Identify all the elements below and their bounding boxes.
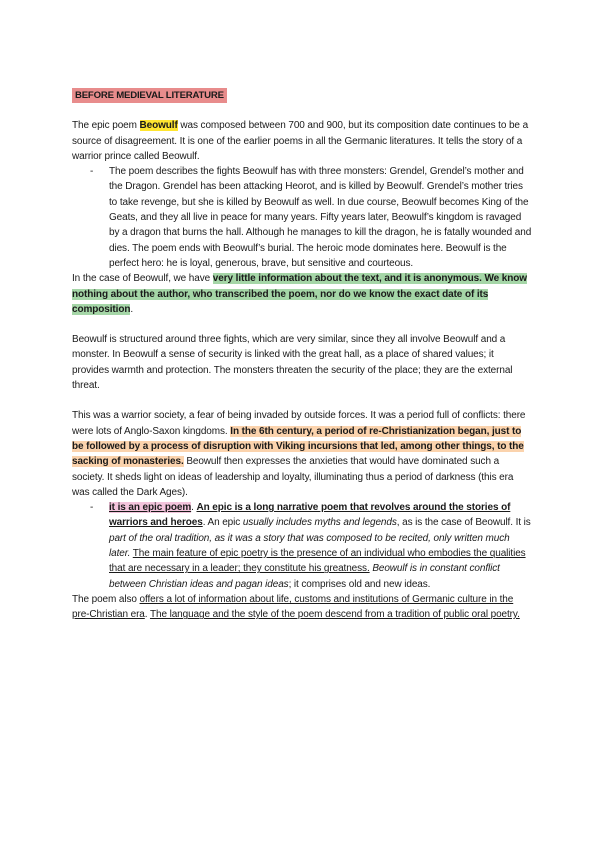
text-run: The poem also	[72, 593, 140, 605]
text-run: .	[191, 502, 197, 514]
highlight-yellow: Beowulf	[139, 120, 178, 132]
text-run: was composed between 700 and 900, but its composition date continues to be a source of disagreement. It is one of the earlier poems in all the Germanic literatures. It tells the story of a warrior prince called Beowulf.	[72, 120, 529, 162]
text-run: This was a warrior society, a fear of being invaded by outside forces. It was a period full of conflicts: there were lots of Anglo-Saxon kingdoms.	[72, 410, 526, 437]
culture-paragraph	[72, 592, 532, 623]
anonymity-paragraph	[72, 271, 532, 317]
text-run: .	[130, 303, 134, 315]
text-run: The epic poem	[72, 120, 140, 132]
society-paragraph	[72, 408, 532, 500]
bullet-dash: -	[90, 166, 94, 178]
text-run: ; it comprises old and new ideas.	[288, 578, 431, 590]
structure-paragraph: Beowulf is structured around three fights, which are very similar, since they all involve Beowulf and a monster. In Beowulf a sense of security is linked with the great hall, as a place of shared values; it provides warmth and protection. The monsters threaten the security of the place; they are the external threat.	[72, 334, 513, 392]
highlight-orange: In the 6th century, a period of re-Christianization began, just to be followed by a process of disruption with Viking incursions that led, among other things, to the sacking of monasteries.	[72, 425, 524, 468]
text-run: .	[144, 609, 150, 621]
highlight-green: very little information about the text, and it is anonymous. We know nothing about the author, who transcribed the poem, nor do we know the exact date of its composition	[72, 273, 527, 315]
italic-text: part of the oral tradition, as it was a story that was composed to be recited, only written much later.	[109, 532, 510, 560]
intro-paragraph	[72, 118, 532, 164]
italic-text: Beowulf is in constant conflict between Christian ideas and pagan ideas	[109, 563, 500, 590]
italic-text: usually includes myths and legends	[242, 517, 397, 529]
section-heading: BEFORE MEDIEVAL LITERATURE	[72, 88, 227, 103]
text-run: Beowulf then expresses the anxieties that would have dominated such a society. It sheds light on ideas of leadership and loyalty, illuminating thus a period of darkness (this era was called the Dark Ages).	[72, 456, 514, 498]
bullet-text: The poem describes the fights Beowulf has with three monsters: Grendel, Grendel’s mother and the Dragon. Grendel has been attacking Heorot, and is killed by Beowulf. Grendel’s mother tries to take revenge, but she is killed by Beowulf as well. In due course, Beowulf becomes King of the Geats, and they all live in peace for many years. Fifty years later, Beowulf’s kingdom is ravaged by a dragon that burns the hall. Although he manages to kill the dragon, he is fatally wounded and dies. The poem ends with Beowulf’s burial. The heroic mode dominates here. Beowulf is the perfect hero: he is loyal, generous, brave, but sensitive and courteous.	[109, 166, 532, 269]
text-run: , as is the case of Beowulf. It is	[396, 517, 531, 529]
spacer	[72, 393, 532, 408]
spacer	[72, 317, 532, 332]
bullet-item-monsters	[72, 164, 532, 271]
document-body	[72, 88, 532, 623]
bold-underlined-text: An epic is a long narrative poem that revolves around the stories of warriors and heroes	[109, 502, 511, 529]
bullet-dash: -	[90, 502, 94, 514]
highlight-pink: it is an epic poem	[109, 502, 192, 514]
underlined-text: The language and the style of the poem descend from a tradition of public oral poetry.	[149, 609, 520, 621]
text-run: In the case of Beowulf, we have	[72, 273, 213, 285]
underlined-text: The main feature of epic poetry is the presence of an individual who embodies the qualities that are necessary in a leader; they constitute his greatness.	[109, 548, 526, 575]
underlined-text: offers a lot of information about life, customs and institutions of Germanic culture in the pre-Christian era	[72, 593, 514, 621]
bullet-item-epic	[72, 500, 532, 592]
text-run: . An epic	[202, 517, 243, 529]
